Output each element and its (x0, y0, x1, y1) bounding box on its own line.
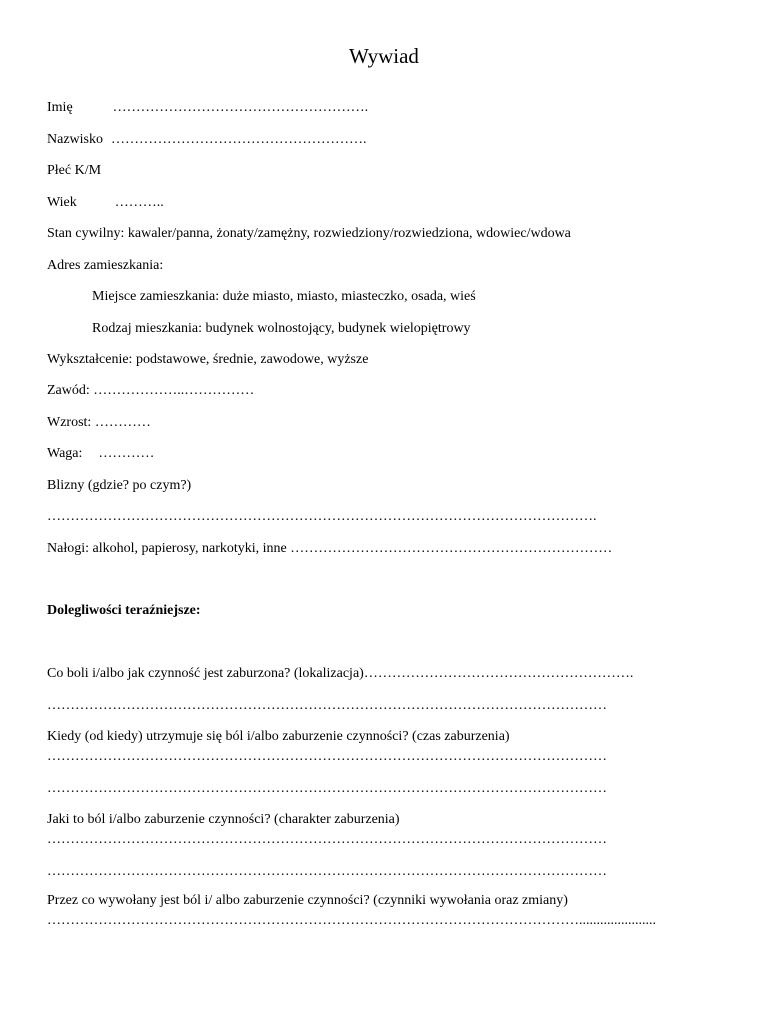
nazwisko-label: Nazwisko (47, 132, 103, 147)
answer-line: ………………………………………………………………………………………………………… (47, 698, 607, 713)
field-wiek (47, 194, 164, 212)
answer-line: ………………………………………………………………………………………………………… (47, 781, 607, 796)
answer-line: ………………………………………………………………………………………………………… (47, 749, 607, 764)
field-adres: Adres zamieszkania: (47, 258, 164, 273)
answer-line: ………………………………………………………………………………………………………… (47, 864, 607, 879)
document-title: Wywiad (349, 44, 419, 68)
waga-label: Waga: (47, 446, 83, 461)
field-nazwisko (47, 131, 367, 149)
section-heading: Dolegliwości teraźniejsze: (47, 603, 201, 618)
question-czas-zaburzenia: Kiedy (od kiedy) utrzymuje się ból i/albo zaburzenie czynności? (czas zaburzenia) (47, 729, 510, 744)
field-waga (47, 445, 154, 463)
field-blizny: Blizny (gdzie? po czym?) (47, 478, 192, 493)
field-stan-cywilny: Stan cywilny: kawaler/panna, żonaty/zamężny, rozwiedziony/rozwiedziona, wdowiec/wdowa (47, 226, 571, 241)
wiek-blank: ……….. (114, 195, 164, 210)
question-charakter-zaburzenia: Jaki to ból i/albo zaburzenie czynności? (charakter zaburzenia) (47, 812, 400, 827)
blizny-answer-line: ………………………………………………………………………………………………………. (47, 509, 597, 524)
field-wzrost: Wzrost: ………… (47, 415, 151, 430)
field-plec: Płeć K/M (47, 163, 102, 178)
field-nalogi: Nałogi: alkohol, papierosy, narkotyki, inne …………………………………………………………… (47, 541, 613, 556)
nazwisko-blank: ………………………………………………. (111, 132, 367, 147)
imie-blank: ………………………………………………. (112, 100, 369, 115)
answer-line: ………………………………………………………………………………………………………… (47, 832, 607, 847)
field-wyksztalcenie: Wykształcenie: podstawowe, średnie, zawodowe, wyższe (47, 352, 369, 367)
field-miejsce-zamieszkania: Miejsce zamieszkania: duże miasto, miasto, miasteczko, osada, wieś (92, 289, 476, 304)
field-imie (47, 99, 368, 117)
field-zawod: Zawód: ………………..…………… (47, 383, 255, 398)
wiek-label: Wiek (47, 195, 77, 210)
imie-label: Imię (47, 100, 73, 115)
answer-line: ……………………………………………………………………………………………………...................... (47, 913, 656, 928)
question-czynniki-wywolania: Przez co wywołany jest ból i/ albo zaburzenie czynności? (czynniki wywołania oraz zmiany) (47, 893, 568, 908)
question-lokalizacja: Co boli i/albo jak czynność jest zaburzona? (lokalizacja)…………………………………………………. (47, 666, 634, 681)
field-rodzaj-mieszkania: Rodzaj mieszkania: budynek wolnostojący, budynek wielopiętrowy (92, 321, 471, 336)
waga-blank: ………… (98, 446, 155, 461)
